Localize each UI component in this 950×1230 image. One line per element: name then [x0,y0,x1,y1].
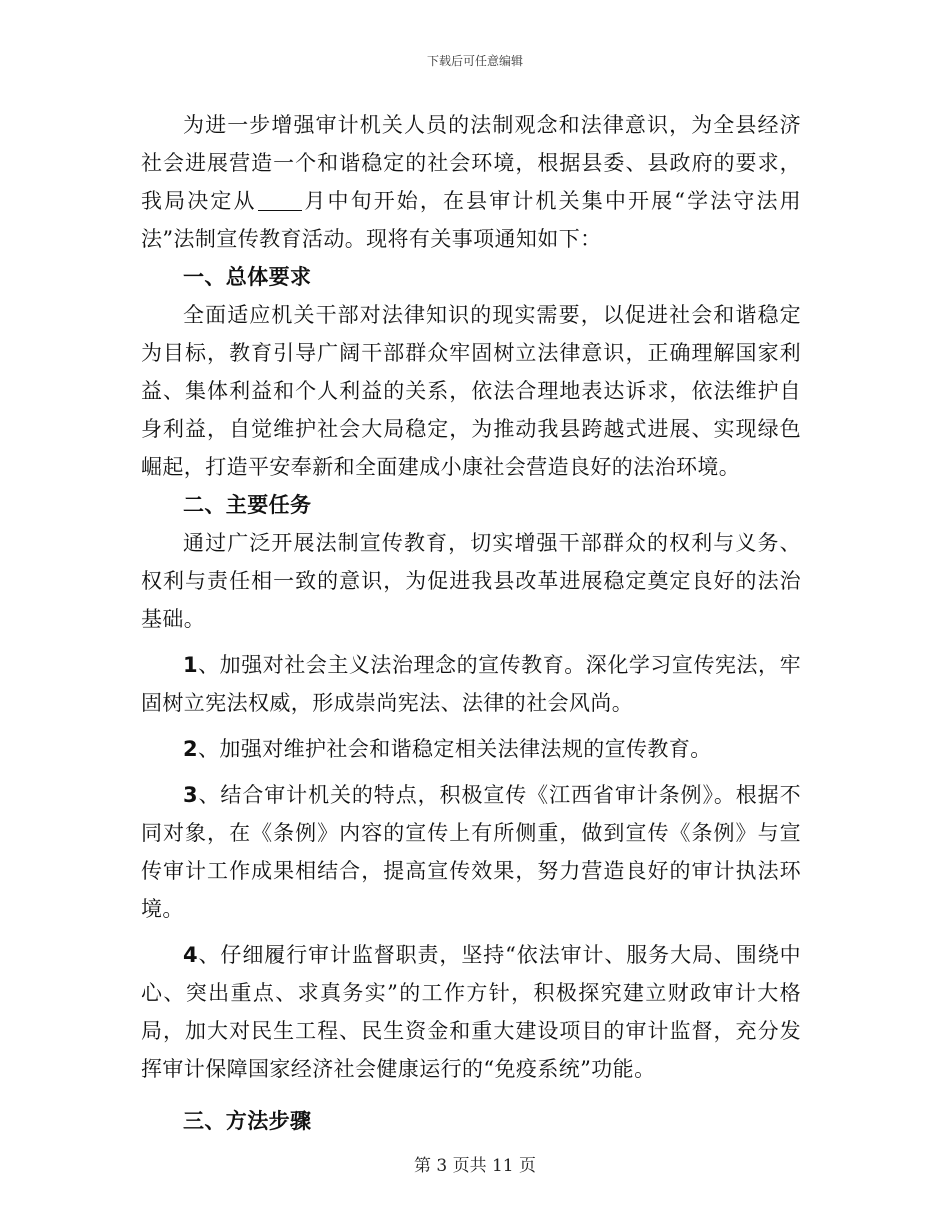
task-item-2 [141,730,801,768]
task-item-3 [141,776,801,928]
task-item-number: 3 [183,783,199,807]
intro-text-2: 月中旬开始，在县审计机关集中开展“学法守法用法”法制宣传教育活动。现将有关事项通知如下： [141,189,801,251]
task-item-text: 、结合审计机关的特点，积极宣传《江西省审计条例》。根据不同对象，在《条例》内容的宣传上有所侧重，做到宣传《条例》与宣传审计工作成果相结合，提高宣传效果，努力营造良好的审计执法环境。 [141,783,801,921]
document-body [141,106,801,1140]
task-item-number: 1 [183,653,199,677]
section-1-body: 全面适应机关干部对法律知识的现实需要，以促进社会和谐稳定为目标，教育引导广阔干部群众牢固树立法律意识，正确理解国家利益、集体利益和个人利益的关系，依法合理地表达诉求，依法维护自身利益，自觉维护社会大局稳定，为推动我县跨越式进展、实现绿色崛起，打造平安奉新和全面建成小康社会营造良好的法治环境。 [141,303,801,479]
section-heading-1: 一、总体要求 [183,264,312,289]
section-heading-2: 二、主要任务 [183,492,312,517]
task-item-number: 4 [183,943,199,967]
page-header: 下载后可任意编辑 [426,54,523,68]
task-item-1 [141,646,801,722]
task-item-text: 、加强对维护社会和谐稳定相关法律法规的宣传教育。 [198,737,712,761]
task-item-text: 、加强对社会主义法治理念的宣传教育。深化学习宣传宪法，牢固树立宪法权威，形成崇尚宪法、法律的社会风尚。 [141,653,801,715]
date-blank [258,189,302,211]
task-item-number: 2 [183,737,199,761]
page-footer: 第 3 页共 11 页 [413,1156,537,1176]
section-2-body: 通过广泛开展法制宣传教育，切实增强干部群众的权利与义务、权利与责任相一致的意识，为促进我县改革进展稳定奠定良好的法治基础。 [141,531,801,631]
task-item-text: 、仔细履行审计监督职责，坚持“依法审计、服务大局、围绕中心、突出重点、求真务实”的工作方针，积极探究建立财政审计大格局，加大对民生工程、民生资金和重大建设项目的审计监督，充分发挥审计保障国家经济社会健康运行的“免疫系统”功能。 [141,943,801,1081]
intro-text-1: 为进一步增强审计机关人员的法制观念和法律意识，为全县经济社会进展营造一个和谐稳定的社会环境，根据县委、县政府的要求，我局决定从 [141,113,801,213]
intro-paragraph [141,106,801,258]
section-heading-3: 三、方法步骤 [183,1108,312,1133]
task-item-4 [141,936,801,1088]
